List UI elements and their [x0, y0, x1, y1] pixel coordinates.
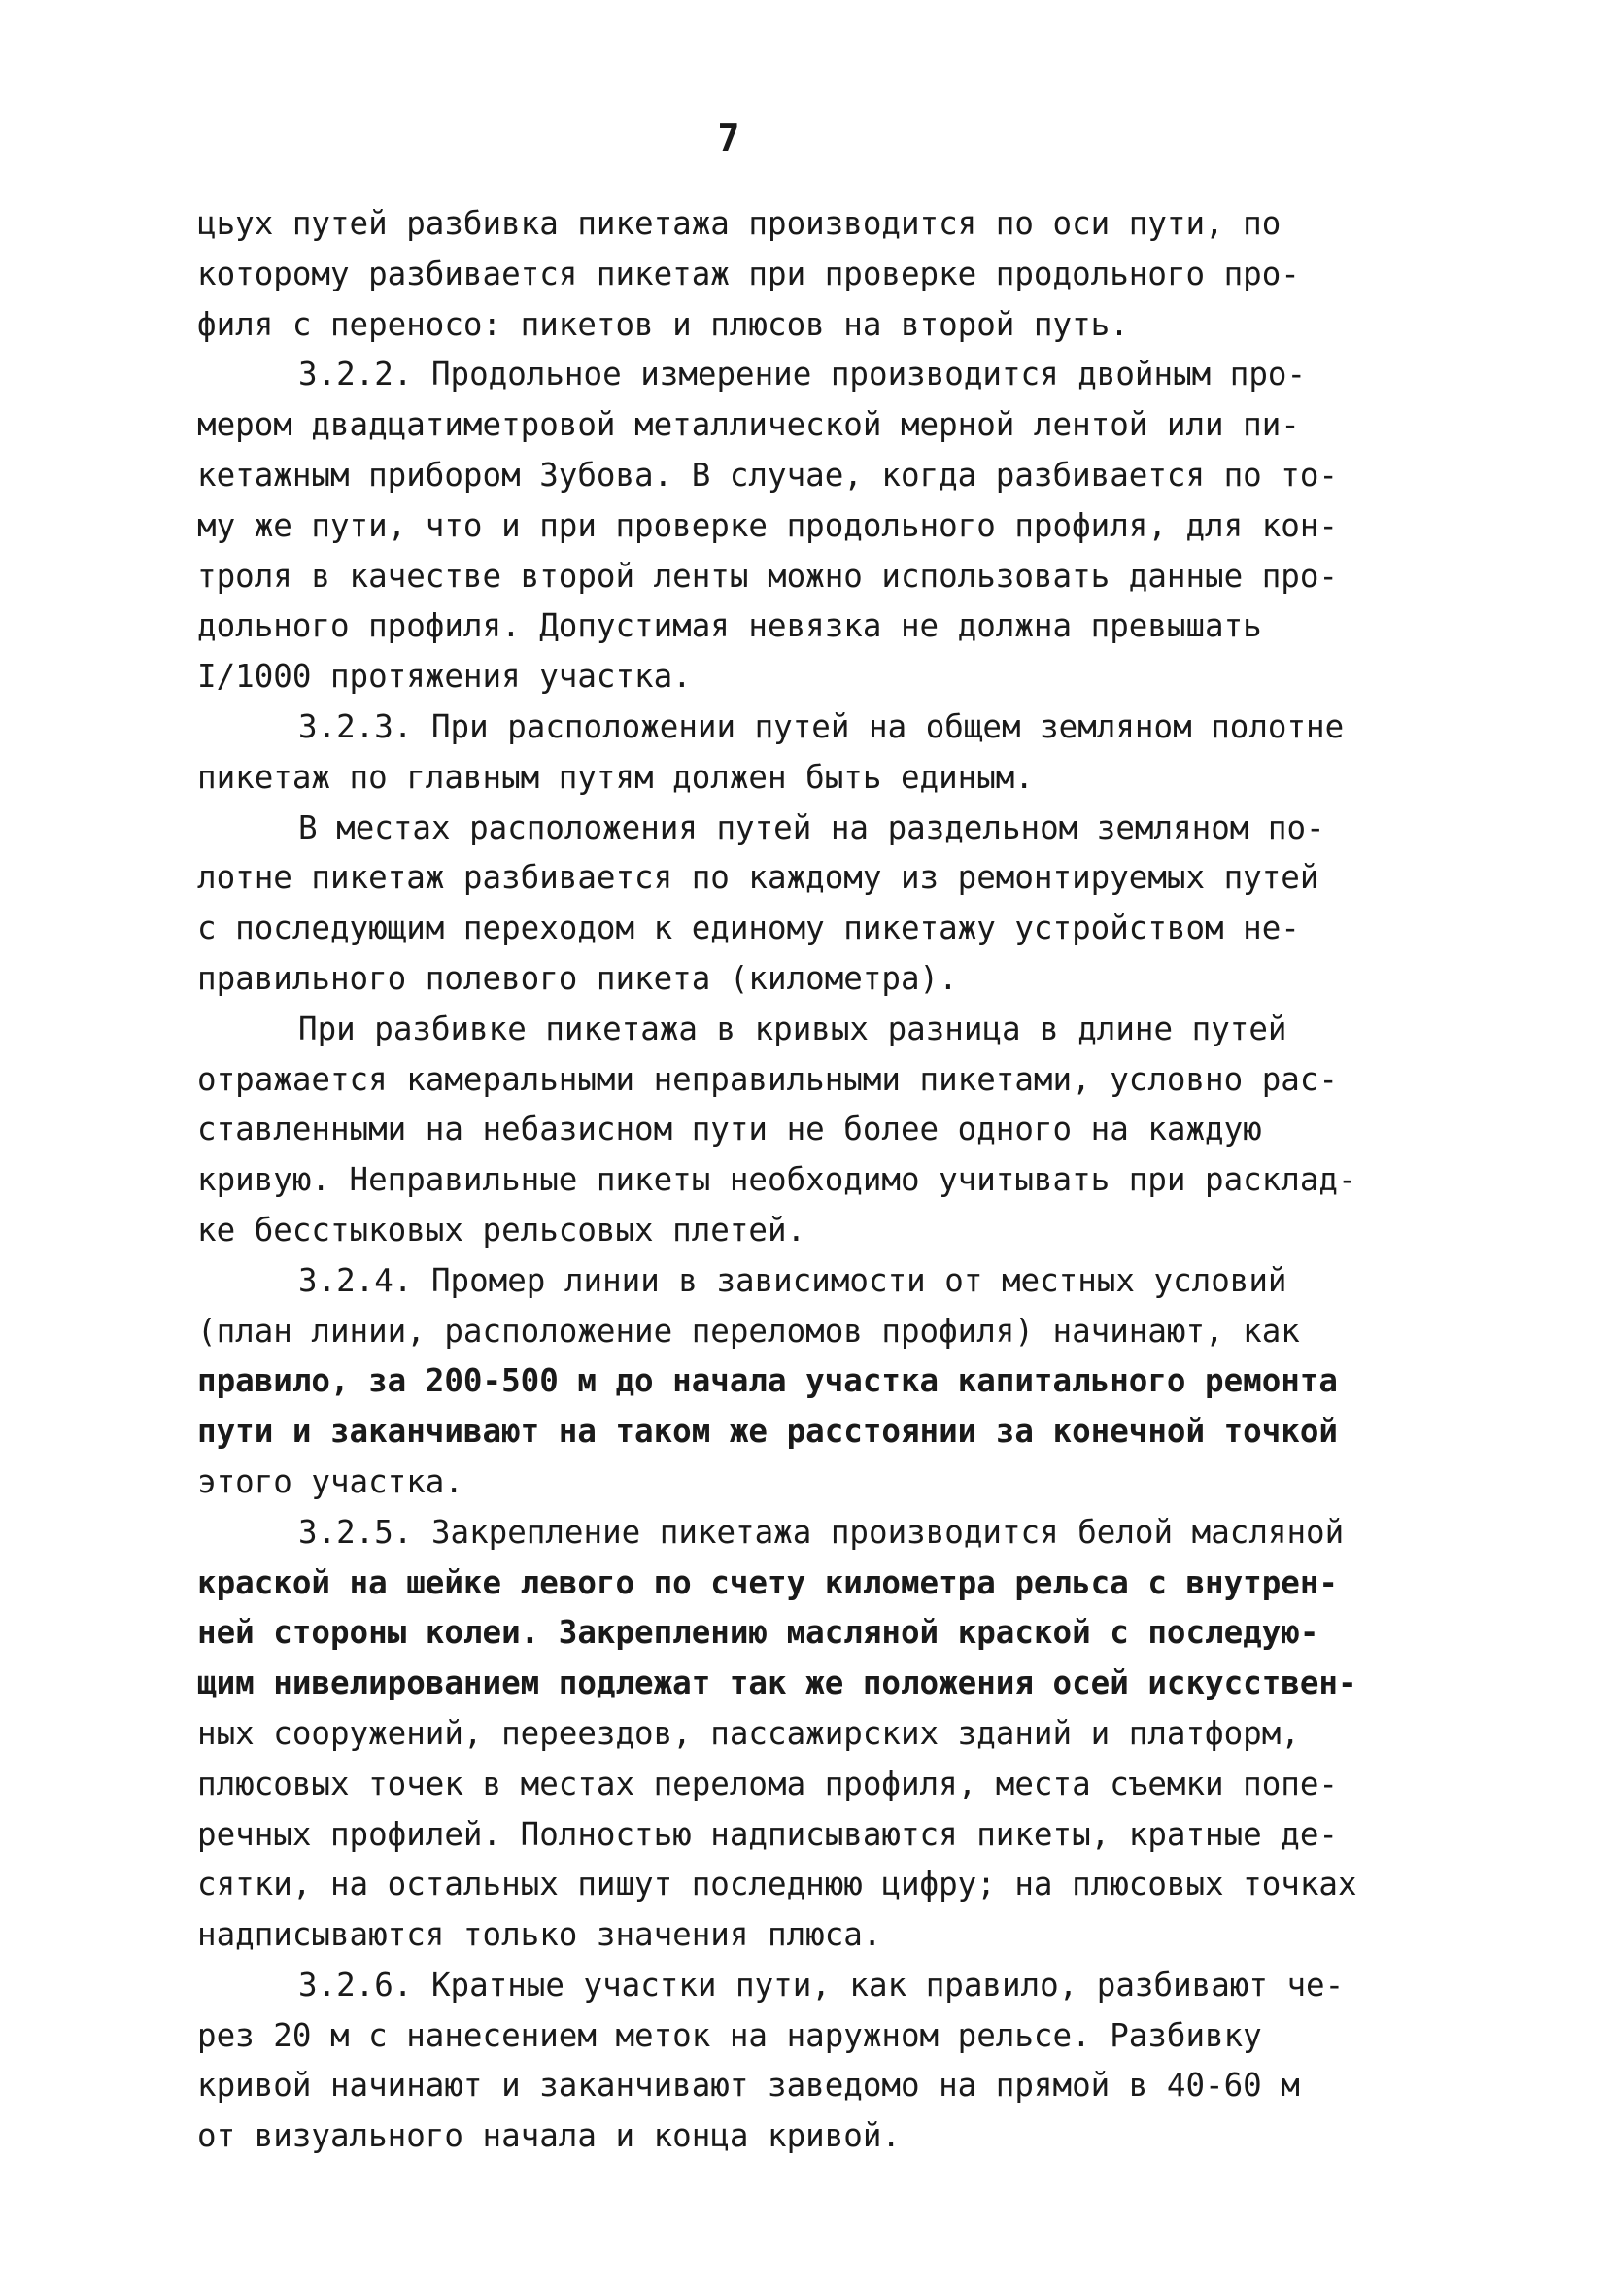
text-line: ставленными на небазисном пути не более одного на каждую: [197, 1111, 1262, 1148]
text-line: с последующим переходом к единому пикетажу устройством не-: [197, 909, 1300, 947]
text-line: (план линии, расположение переломов профиля) начинают, как: [197, 1312, 1300, 1350]
text-line: пикетаж по главным путям должен быть единым.: [197, 758, 1034, 796]
text-line: лотне пикетаж разбивается по каждому из ремонтируемых путей: [197, 859, 1319, 897]
text-line: отражается камеральными неправильными пикетами, условно рас-: [197, 1060, 1338, 1098]
text-line: надписываются только значения плюса.: [197, 1916, 882, 1954]
text-line: правило, за 200-500 м до начала участка капитального ремонта: [197, 1362, 1338, 1400]
text-line: ней стороны колеи. Закреплению масляной краской с последую-: [197, 1614, 1319, 1652]
text-line: кривой начинают и заканчивают заведомо на прямой в 40-60 м: [197, 2067, 1300, 2105]
text-line: щим нивелированием подлежат так же положения осей искусствен-: [197, 1664, 1357, 1702]
text-line: При разбивке пикетажа в кривых разница в длине путей: [298, 1010, 1287, 1047]
text-line: которому разбивается пикетаж при проверке продольного про-: [197, 255, 1300, 292]
text-line: 3.2.3. При расположении путей на общем земляном полотне: [298, 707, 1345, 745]
text-line: кетажным прибором Зубова. В случае, когда разбивается по то-: [197, 456, 1338, 494]
text-line: му же пути, что и при проверке продольного профиля, для кон-: [197, 506, 1338, 544]
text-line: от визуального начала и конца кривой.: [197, 2117, 901, 2155]
text-line: речных профилей. Полностью надписываются пикеты, кратные де-: [197, 1815, 1338, 1853]
text-line: филя с переносо: пикетов и плюсов на второй путь.: [197, 305, 1129, 343]
text-line: троля в качестве второй ленты можно использовать данные про-: [197, 557, 1338, 595]
text-line: ке бесстыковых рельсовых плетей.: [197, 1211, 806, 1249]
text-line: I/1000 протяжения участка.: [197, 658, 692, 696]
text-line: 3.2.6. Кратные участки пути, как правило, разбивают че-: [298, 1966, 1345, 2004]
text-line: дольного профиля. Допустимая невязка не должна превышать: [197, 607, 1262, 645]
text-line: 3.2.4. Промер линии в зависимости от местных условий: [298, 1261, 1287, 1299]
text-line: мером двадцатиметровой металлической мерной лентой или пи-: [197, 406, 1300, 444]
text-line: рез 20 м с нанесением меток на наружном рельсе. Разбивку: [197, 2016, 1262, 2054]
text-line: пути и заканчивают на таком же расстоянии за конечной точкой: [197, 1413, 1338, 1451]
body-text: [197, 199, 1451, 2162]
text-line: сятки, на остальных пишут последнюю цифру; на плюсовых точках: [197, 1866, 1357, 1903]
text-line: правильного полевого пикета (километра).: [197, 959, 958, 997]
text-line: В местах расположения путей на раздельном земляном по-: [298, 808, 1325, 846]
text-line: 3.2.5. Закрепление пикетажа производится белой масляной: [298, 1513, 1345, 1551]
text-line: цьух путей разбивка пикетажа производится по оси пути, по: [197, 205, 1282, 242]
text-line: кривую. Неправильные пикеты необходимо учитывать при расклад-: [197, 1161, 1357, 1199]
text-line: ных сооружений, переездов, пассажирских зданий и платформ,: [197, 1714, 1300, 1752]
text-line: краской на шейке левого по счету километра рельса с внутрен-: [197, 1563, 1338, 1601]
text-line: плюсовых точек в местах перелома профиля, места съемки попе-: [197, 1765, 1338, 1802]
text-line: этого участка.: [197, 1462, 463, 1500]
text-line: 3.2.2. Продольное измерение производится двойным про-: [298, 356, 1307, 394]
page-number: 7: [717, 117, 740, 159]
